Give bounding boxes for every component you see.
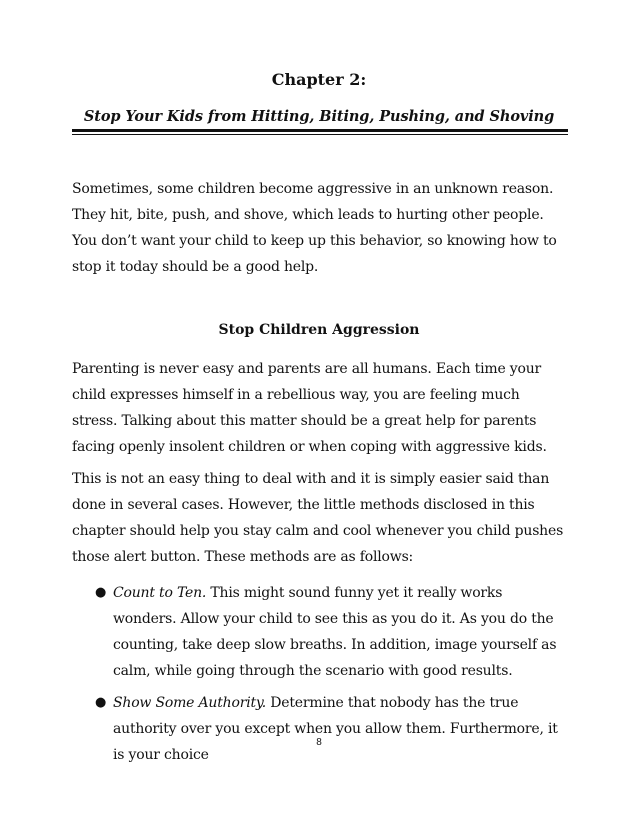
title-divider-thick [72, 129, 568, 132]
title-divider-thin [72, 134, 568, 135]
section-heading: Stop Children Aggression [218, 322, 420, 338]
body-paragraph-2: This is not an easy thing to deal with and it is simply easier said than done in several cases. However, the little methods disclosed in this chapter should help you stay calm and cool whenever you child pushes those alert button. These methods are as follows: [72, 471, 564, 565]
list-item [95, 690, 568, 768]
chapter-subtitle: Stop Your Kids from Hitting, Biting, Pushing, and Shoving [83, 108, 555, 125]
chapter-title: Chapter 2: [271, 70, 367, 89]
bullet-icon: ● [95, 585, 107, 600]
bullet-icon: ● [95, 695, 107, 710]
page-number: 8 [316, 737, 322, 748]
bullet-text: This might sound funny yet it really works wonders. Allow your child to see this as you do it. As you do the counting, take deep slow breaths. In addition, image yourself as calm, while going through the scenario with good results. [113, 585, 557, 679]
bullet-text: Determine that nobody has the true authority over you except when you allow them. Furthermore, it is your choice [113, 695, 558, 763]
bullet-term: Count to Ten. [113, 585, 207, 601]
body-paragraph-1: Parenting is never easy and parents are all humans. Each time your child expresses himself in a rebellious way, you are feeling much stress. Talking about this matter should be a great help for parents facing openly insolent children or when coping with aggressive kids. [72, 361, 547, 455]
bullet-term: Show Some Authority. [113, 695, 266, 711]
intro-paragraph: Sometimes, some children become aggressive in an unknown reason. They hit, bite, push, and shove, which leads to hurting other people. You don’t want your child to keep up this behavior, so knowing how to stop it today should be a good help. [72, 181, 557, 275]
list-item [95, 580, 568, 684]
